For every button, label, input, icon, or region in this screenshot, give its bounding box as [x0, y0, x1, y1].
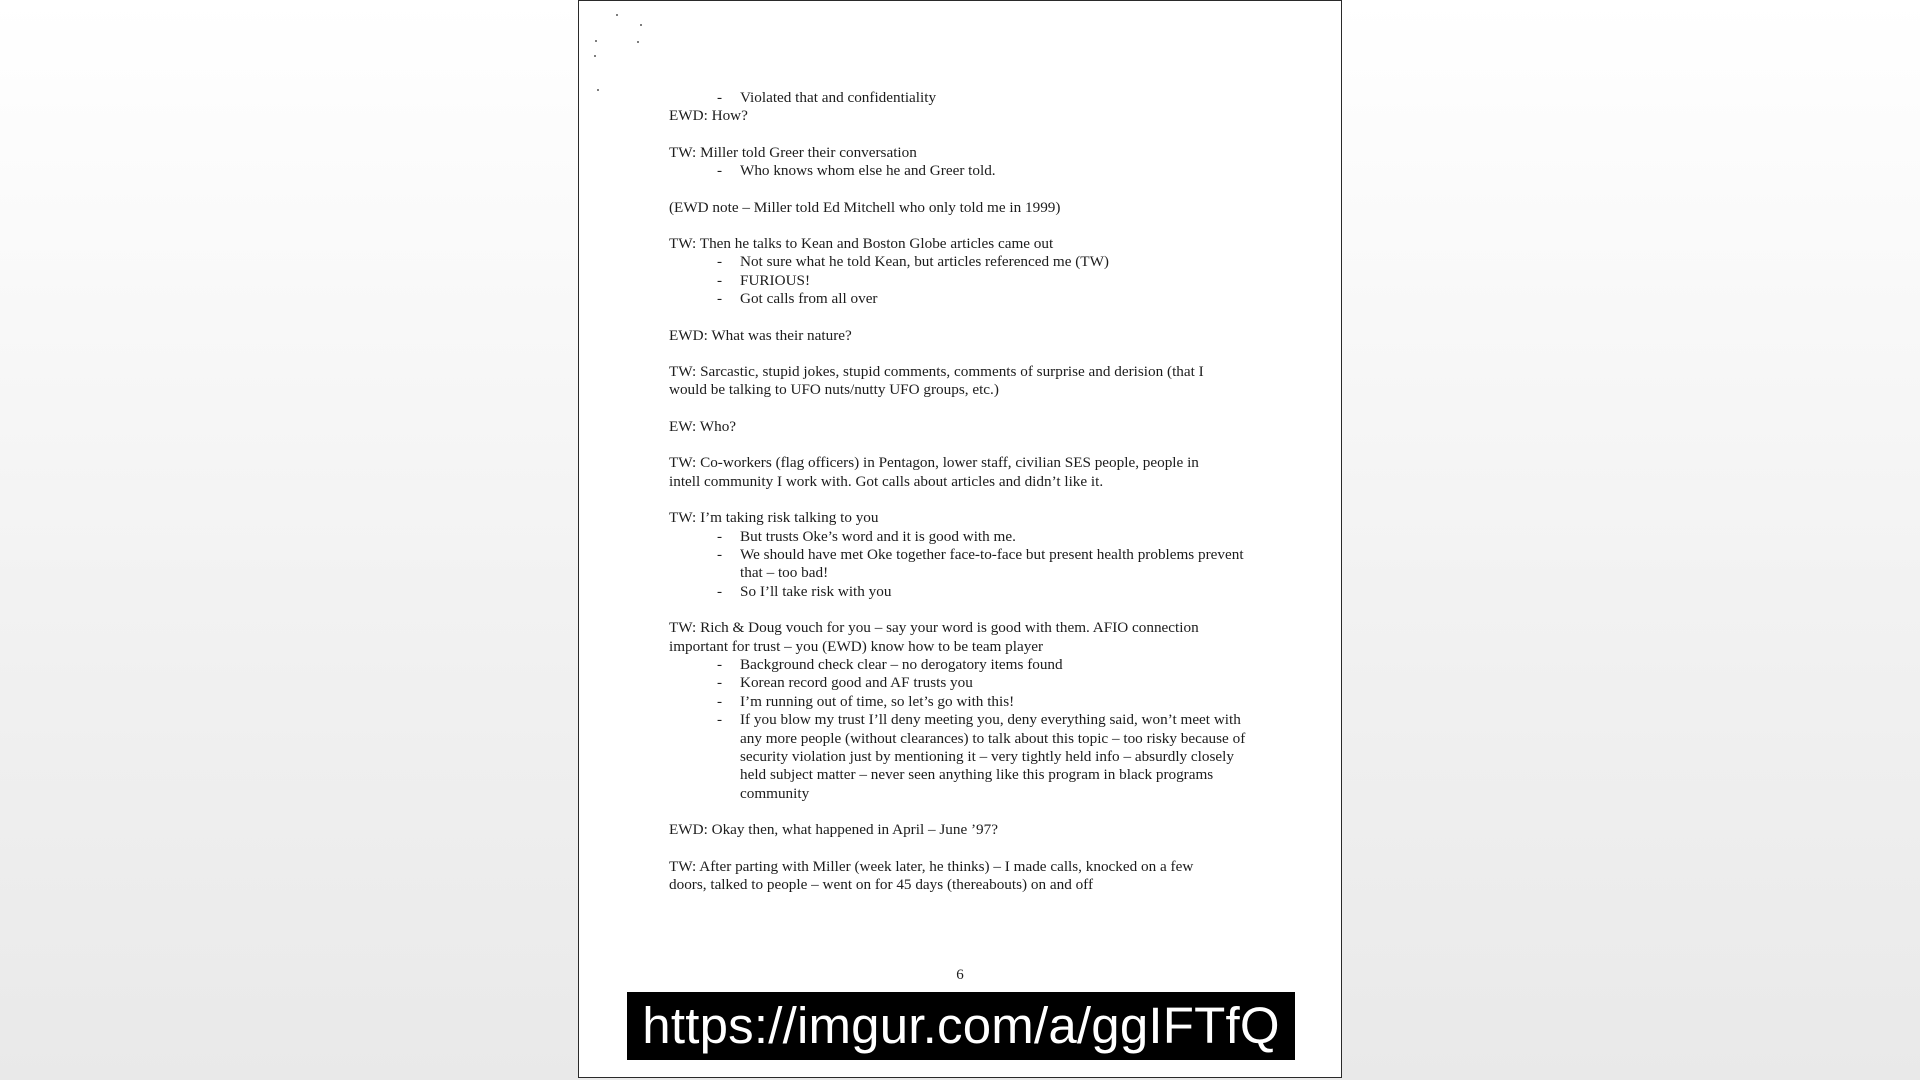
url-banner: https://imgur.com/a/ggIFTfQ: [627, 992, 1295, 1060]
transcript-line: TW: Rich & Doug vouch for you – say your word is good with them. AFIO connection: [669, 619, 1199, 637]
bullet-item: - Background check clear – no derogatory items found: [717, 656, 1249, 674]
transcript-block: [669, 107, 1249, 125]
bullet-item: - Not sure what he told Kean, but articles referenced me (TW): [717, 253, 1249, 271]
transcript-line: TW: Co-workers (flag officers) in Pentagon, lower staff, civilian SES people, people in: [669, 454, 1199, 472]
bullet-item: - But trusts Oke’s word and it is good with me.: [717, 528, 1249, 546]
bullet-item: - We should have met Oke together face-to-face but present health problems prevent that – too bad!: [717, 546, 1249, 583]
bullet-item: - Violated that and confidentiality: [717, 89, 1249, 107]
transcript-line: TW: Miller told Greer their conversation: [669, 143, 917, 161]
transcript-block: [669, 327, 1249, 345]
transcript-line: would be talking to UFO nuts/nutty UFO groups, etc.): [669, 381, 999, 399]
scan-speck: [594, 55, 596, 57]
bullet-item: - Korean record good and AF trusts you: [717, 674, 1249, 692]
transcript-block: [669, 454, 1249, 491]
document-page: [578, 0, 1342, 1078]
bullet-list: [669, 656, 1249, 803]
transcript-line: EWD: Okay then, what happened in April – June ’97?: [669, 821, 998, 839]
transcript-block: [669, 418, 1249, 436]
page-number: 6: [956, 967, 964, 983]
document-body: [669, 89, 1249, 912]
transcript-line: important for trust – you (EWD) know how to be team player: [669, 637, 1044, 655]
transcript-block: [669, 509, 1249, 601]
bullet-list: [669, 162, 1249, 180]
bullet-list: [669, 253, 1249, 308]
transcript-block: [669, 144, 1249, 181]
transcript-line: TW: Sarcastic, stupid jokes, stupid comments, comments of surprise and derision (that I: [669, 363, 1204, 381]
bullet-item: - FURIOUS!: [717, 272, 1249, 290]
bullet-item: - Got calls from all over: [717, 290, 1249, 308]
transcript-block: [669, 199, 1249, 217]
bullet-list: [669, 528, 1249, 602]
editor-note: (EWD note – Miller told Ed Mitchell who only told me in 1999): [669, 198, 1061, 216]
scan-speck: [640, 24, 642, 26]
transcript-line: EW: Who?: [669, 417, 737, 435]
transcript-block: [669, 363, 1249, 400]
transcript-line: TW: I’m taking risk talking to you: [669, 509, 879, 527]
transcript-block: [669, 858, 1249, 895]
scan-speck: [597, 89, 599, 91]
transcript-line: EWD: How?: [669, 107, 748, 125]
intro-bullet-list: [669, 89, 1249, 107]
scan-speck: [595, 40, 597, 42]
transcript-block: [669, 821, 1249, 839]
transcript-line: TW: Then he talks to Kean and Boston Globe articles came out: [669, 235, 1054, 253]
transcript-line: TW: After parting with Miller (week later, he thinks) – I made calls, knocked on a few: [669, 857, 1194, 875]
bullet-item: - Who knows whom else he and Greer told.: [717, 162, 1249, 180]
scan-speck: [616, 14, 618, 16]
bullet-item: - I’m running out of time, so let’s go with this!: [717, 693, 1249, 711]
bullet-item: - So I’ll take risk with you: [717, 583, 1249, 601]
transcript-line: intell community I work with. Got calls about articles and didn’t like it.: [669, 472, 1104, 490]
transcript-line: doors, talked to people – went on for 45 days (thereabouts) on and off: [669, 876, 1094, 893]
transcript-block: [669, 235, 1249, 309]
scan-speck: [637, 41, 639, 43]
bullet-item: - If you blow my trust I’ll deny meeting you, deny everything said, won’t meet with any more people (without clearances) to talk about this topic – too risky because of security violation just by mentioning it – very tightly held info – absurdly closely held subject matter – never seen anything like this program in black programs community: [717, 711, 1249, 803]
transcript-block: [669, 619, 1249, 803]
transcript-line: EWD: What was their nature?: [669, 326, 852, 344]
